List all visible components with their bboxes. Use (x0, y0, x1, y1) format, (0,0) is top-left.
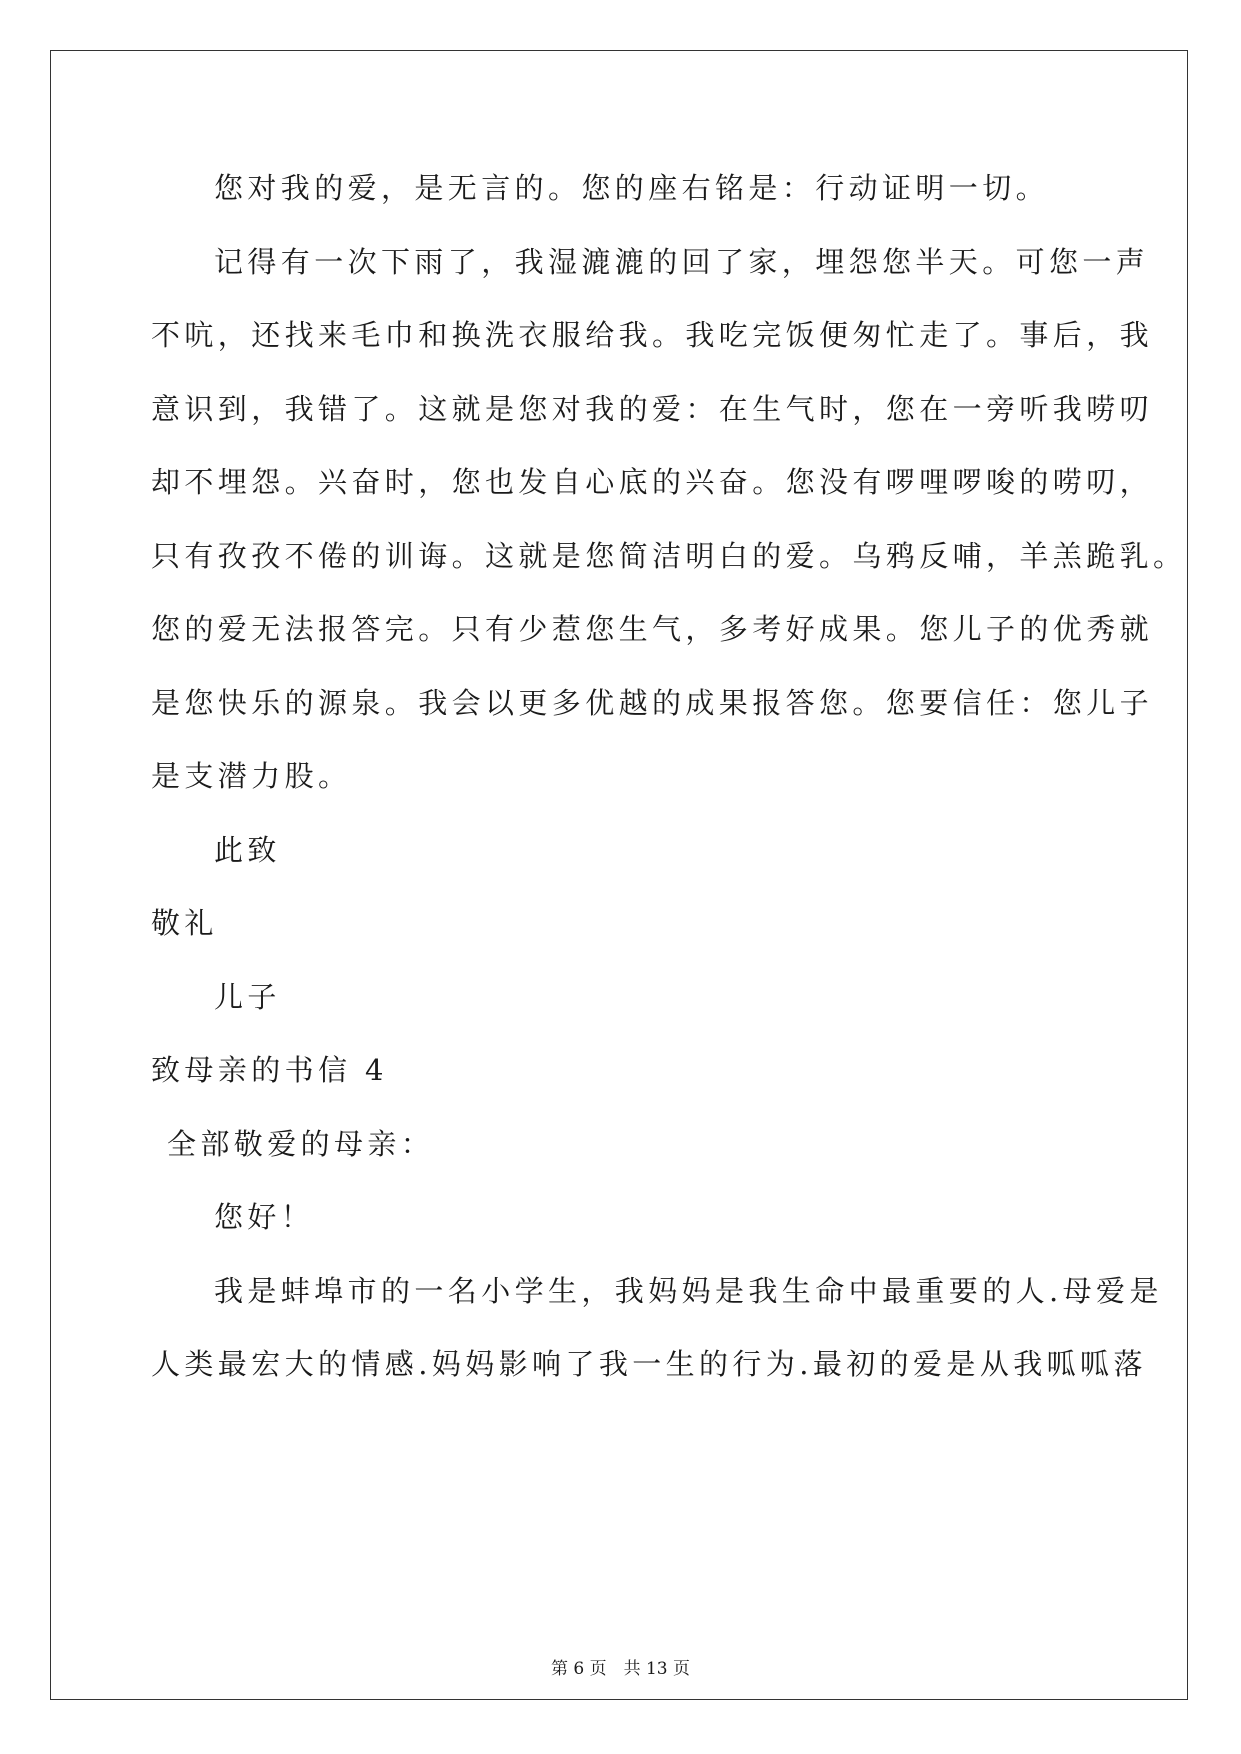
greeting-line: 您好！ (214, 1200, 315, 1234)
salutation-line: 敬礼 (151, 906, 218, 940)
closing-line: 此致 (214, 833, 281, 867)
paragraph-line: 您对我的爱，是无言的。您的座右铭是：行动证明一切。 (214, 171, 1050, 205)
greeting-line: 全部敬爱的母亲： (167, 1127, 435, 1161)
paragraph-line: 我是蚌埠市的一名小学生，我妈妈是我生命中最重要的人.母爱是 (214, 1274, 1163, 1308)
signature-line: 儿子 (214, 980, 281, 1014)
paragraph-line: 人类最宏大的情感.妈妈影响了我一生的行为.最初的爱是从我呱呱落 (151, 1347, 1147, 1381)
paragraph-line: 只有孜孜不倦的训诲。这就是您简洁明白的爱。乌鸦反哺，羊羔跪乳。 (151, 539, 1187, 573)
paragraph-line: 不吭，还找来毛巾和换洗衣服给我。我吃完饭便匆忙走了。事后，我 (151, 318, 1154, 352)
paragraph-line: 是支潜力股。 (151, 759, 352, 793)
section-title: 致母亲的书信 4 (151, 1053, 388, 1087)
paragraph-line: 意识到，我错了。这就是您对我的爱：在生气时，您在一旁听我唠叨 (151, 392, 1154, 426)
paragraph-line: 是您快乐的源泉。我会以更多优越的成果报答您。您要信任：您儿子 (151, 686, 1154, 720)
page-number-footer: 第 6 页 共 13 页 (550, 1659, 691, 1679)
paragraph-line: 您的爱无法报答完。只有少惹您生气，多考好成果。您儿子的优秀就 (151, 612, 1154, 646)
paragraph-line: 记得有一次下雨了，我湿漉漉的回了家，埋怨您半天。可您一声 (214, 245, 1150, 279)
page-border (50, 50, 1188, 1700)
paragraph-line: 却不埋怨。兴奋时，您也发自心底的兴奋。您没有啰哩啰唆的唠叨， (151, 465, 1154, 499)
